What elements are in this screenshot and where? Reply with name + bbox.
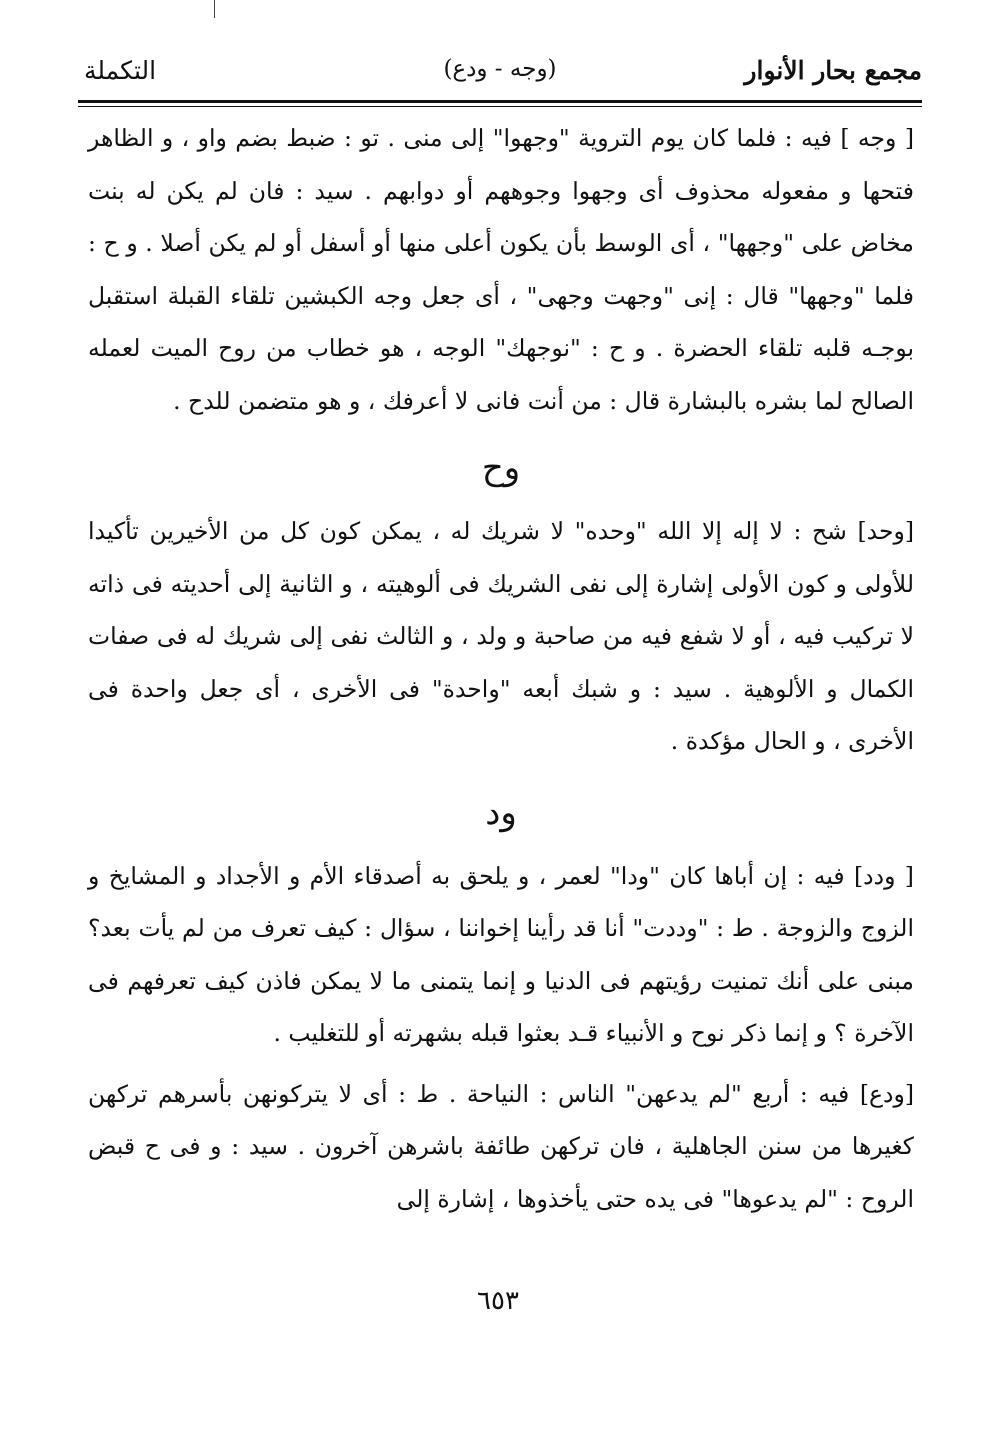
section-heading: وح [481, 448, 521, 488]
page-number: ٦٥٣ [477, 1286, 519, 1316]
entry-wajh [88, 112, 914, 427]
entry-text: فيه : أربع "لم يدعهن" الناس : النياحة . ط : أى لا يتركونهن بأسرهم تركهن كغيرها من سنن الجاهلية ، فان تركهن طائفة باشرهن آخرون . سيد : و فى ح قبض الروح : "لم يدعوها" فى يده حتى يأخذوها ، إشارة إلى [88, 1079, 914, 1213]
root-range: (وجه - ودع) [443, 56, 557, 82]
entry-text: فيه : فلما كان يوم التروية "وجهوا" إلى منى . تو : ضبط بضم واو ، و الظاهر فتحها و مفعوله محذوف أى وجهوا وجوههم أو دوابهم . سيد : فان لم يكن له بنت مخاض على "وجهها" ، أى الوسط بأن يكون أعلى منها أو أسفل أو لم يكن أصلا . و ح : فلما "وجهها" قال : إنى "وجهت وجهى" ، أى جعل وجه الكبشين تلقاء القبلة استقبل بوجـه قلبه تلقاء الحضرة . و ح : "نوجهك" الوجه ، هو خطاب من روح الميت لعمله الصالح لما بشره بالبشارة قال : من أنت فانى لا أعرفك ، و هو متضمن للدح . [88, 124, 914, 415]
page-body [88, 112, 914, 1225]
header-rule-thin [78, 106, 922, 107]
entry-wadd [88, 850, 914, 1060]
entry-gap [88, 1060, 914, 1068]
book-title: مجمع بحار الأنوار [744, 56, 922, 85]
entry-text: فيه : إن أباها كان "ودا" لعمر ، و يلحق به أصدقاء الأم و الأجداد و المشايخ و الزوج والزوجة . ط : "وددت" أنا قد رأينا إخواننا ، سؤال : كيف تعرف من لم يأت بعد؟ مبنى على أنك تمنيت رؤيتهم فى الدنيا و إنما يتمنى ما لا يمكن فاذن كيف تعرفهم فى الآخرة ؟ و إنما ذكر نوح و الأنبياء قـد بعثوا قبله بشهرته أو للتغليب . [88, 861, 914, 1047]
entry-label: [ودع] [859, 1079, 914, 1108]
section-name: التكملة [84, 56, 157, 85]
header-rule-thick [78, 100, 922, 103]
entry-label: [وحد] [857, 517, 914, 545]
entry-text: شح : لا إله إلا الله "وحده" لا شريك له ، يمكن كون كل من الأخيرين تأكيدا للأولى و كون الأولى إشارة إلى نفى الشريك فى ألوهيته ، و الثانية إلى أحديته فى ذاته لا تركيب فيه ، أو لا شفع فيه من صاحبة و ولد ، و الثالث نفى إلى شريك له فى صفات الكمال و الألوهية . سيد : و شبك أبعه "واحدة" فى الأخرى ، أى جعل واحدة فى الأخرى ، و الحال مؤكدة . [88, 517, 914, 755]
section-heading: ود [485, 792, 517, 833]
margin-mark [214, 0, 215, 18]
entry-label: [ وجه ] [840, 124, 914, 152]
entry-wahd [88, 505, 914, 768]
running-header [78, 50, 922, 102]
entry-label: [ ودد] [854, 861, 914, 890]
entry-wada [88, 1068, 914, 1226]
